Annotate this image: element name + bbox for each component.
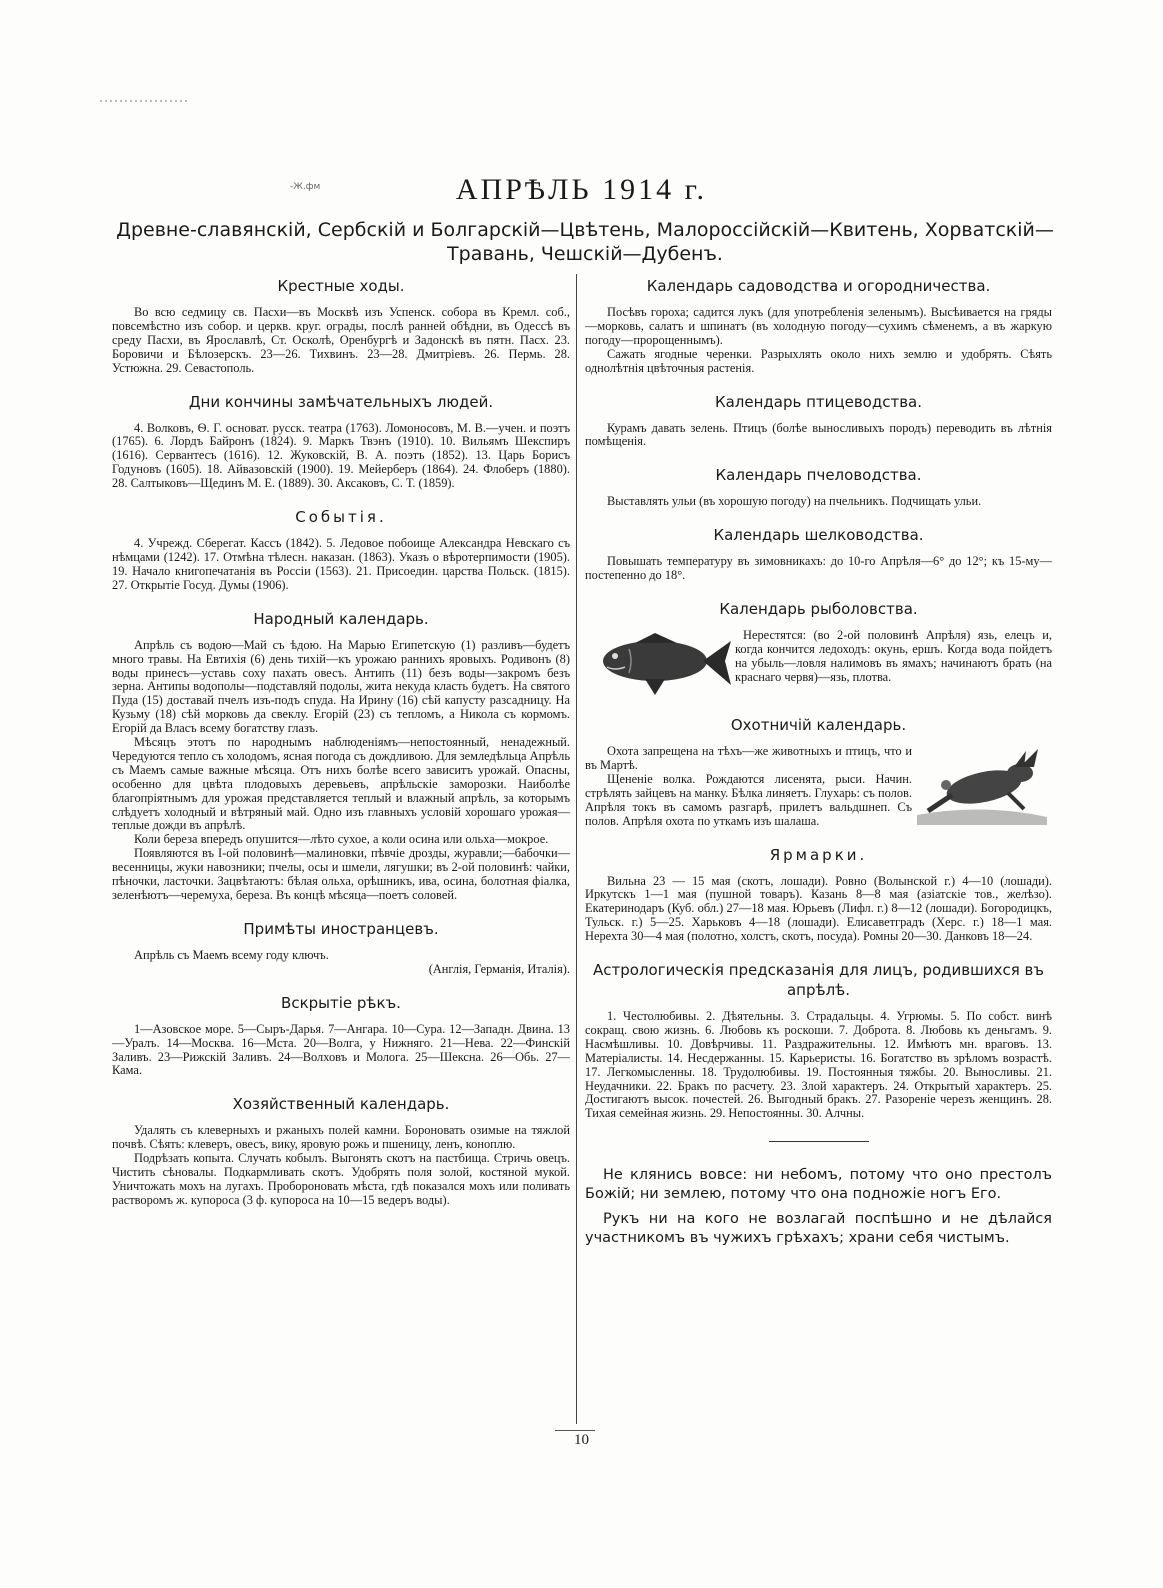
page-title: АПРѢЛЬ 1914 г. <box>455 173 708 206</box>
column-divider <box>576 274 577 1424</box>
section-shelk <box>585 525 1052 583</box>
section-text: Выставлять ульи (въ хорошую погоду) на пчельникъ. Подчищать ульи. <box>607 494 982 509</box>
section-paragraph: Щененіе волка. Рождаются лисенята, рыси. Начин. стрѣлять зайцевъ на манку. Бѣлка линяетъ. Глухарь: съ полов. Апрѣля токъ въ самомъ разгарѣ, прилетъ вальдшнеп. Съ полов. Апрѣля охота по уткамъ изъ шалаша. <box>585 771 912 828</box>
section-text: Апрѣль съ Маемъ всему году ключъ. <box>134 947 329 962</box>
section-paragraph: Мѣсяцъ этотъ по народнымъ наблюденіямъ—непостоянный, ненадежный. Чередуются тепло съ холодомъ, ясная погода съ дождливою. Для земледѣльца Апрѣль съ Маемъ самые важные мѣсяца. Отъ нихъ болѣе всего зависитъ урожай. Опасны, особенно для цвѣта плодовыхъ деревьевъ, апрѣльскіе заморозки. Наиболѣе благопріятнымъ для урожая представляется теплый и влажный апрѣль, за которымъ слѣдуетъ холодный и вѣтряный май. Одно изъ главныхъ условій хорошаго урожая—теплые дожди въ апрѣлѣ. <box>112 735 570 833</box>
section-heading: Календарь рыболовства. <box>719 600 918 619</box>
section-text: Повышать температуру въ зимовникахъ: до 10-го Апрѣля—6° до 12°; къ 15-му—постепенно до 18°. <box>585 554 1052 583</box>
section-heading: Вскрытіе рѣкъ. <box>281 993 401 1012</box>
section-heading: Ярмарки. <box>769 845 868 864</box>
section-heading: Календарь садоводства и огородничества. <box>646 277 991 295</box>
section-primety <box>112 919 570 977</box>
section-text: 4. Учрежд. Сберегат. Кассъ (1842). 5. Ледовое побоище Александра Невскаго съ нѣмцами (1242). 17. Отмѣна тѣлесн. наказан. (1863). Указъ о вѣротерпимости (1905). 19. Начало книгопечатанія въ Россіи (1563). 21. Присоедин. царства Польск. (1815). 27. Открытіе Госуд. Думы (1906). <box>112 536 570 592</box>
quote-text: Рукъ ни на кого не возлагай поспѣшно и не дѣлайся участникомъ въ чужихъ грѣхахъ; храни себя чистымъ. <box>585 1211 1052 1247</box>
section-sad <box>585 276 1052 376</box>
section-narodny <box>112 609 570 903</box>
section-paragraph: Подрѣзать копыта. Случать кобылъ. Выгонять скотъ на пастбища. Стричь овецъ. Чистить сѣновалы. Подкармливать скотъ. Удобрять поля золой, костяной мукой. Уничтожать мохъ на лугахъ. Пробороновать мѣста, гдѣ показался мохъ или поливать растворомъ ж. купороса (3 ф. купороса на 10—15 ведеръ воды). <box>112 1151 570 1207</box>
section-dni-konchiny <box>112 392 570 492</box>
section-yarmarki <box>585 845 1052 945</box>
section-heading: Хозяйственный календарь. <box>232 1095 450 1114</box>
fish-block <box>585 629 1052 699</box>
section-text: 4. Волковъ, Ѳ. Г. основат. русск. театра (1763). Ломоносовъ, М. В.—учен. и поэтъ (1765). 6. Лордъ Байронъ (1824). 9. Маркъ Твэнъ (1910). 10. Вильямъ Шекспиръ (1616). Сервантесъ (1616). 12. Жуковскій, В. А. поэтъ (1852). 13. Царь Борисъ Годуновъ (1605). 18. Айвазовскій (1900). 19. Мейерберъ (1864). 24. Флоберъ (1880). 28. Салтыковъ—Щединъ М. Е. (1889). 30. Аксаковъ, С. Т. (1859). <box>112 420 570 491</box>
section-paragraph: Посѣвъ гороха; садится лукъ (для употребленія зеленымъ). Высѣивается на гряды—морковь, салатъ и шпинатъ (въ холодную погоду—сухимъ сѣменемъ, а въ жаркую погоду—пророщеннымъ). <box>585 305 1052 347</box>
hare-illustration <box>912 745 1052 825</box>
section-text: Во всю седмицу св. Пасхи—въ Москвѣ изъ Успенск. собора въ Кремл. соб., повсемѣстно изъ собор. и церкв. круг. ограды, послѣ ранней обѣдни, въ Одессѣ въ среду Пасхи, въ Ярославлѣ, Ст. Осколѣ, Оренбургѣ и Задонскѣ въ пятн. Пасх. 23. Боровичи и Бѣлозерскъ. 23—26. Тихвинъ. 23—28. Дмитріевъ. 26. Пермь. 28. Устюжна. 29. Севастополь. <box>112 305 570 375</box>
ornament-rule <box>769 1141 869 1142</box>
section-source: (Англія, Германія, Италія). <box>428 961 570 976</box>
section-heading: Примѣты иностранцевъ. <box>243 919 439 938</box>
section-ptitsa <box>585 392 1052 450</box>
section-paragraph: Сажать ягодные черенки. Разрыхлять около нихъ землю и удобрять. Сѣять однолѣтнія цвѣточныя растенія. <box>585 346 1052 375</box>
section-heading: Астрологическія предсказанія для лицъ, родившихся въ апрѣлѣ. <box>593 961 1044 1000</box>
section-text: Вильна 23 — 15 мая (скотъ, лошади). Ровно (Волынской г.) 4—10 (лошади). Иркутскъ 1—1 мая (пушной товаръ). Казань 8—8 мая (азіатскіе тов., желѣзо). Екатеринодаръ (Куб. обл.) 27—18 мая. Юрьевъ (Лифл. г.) 8—12 (лошади). Богородицкъ, Тульск. г.) 5—25. Харьковъ 4—18 (лошади). Елисаветградъ (Херс. г.) 18—1 мая. Нерехта 30—4 мая (полотно, холстъ, скотъ, посуда). Ромны 20—30. Данковъ 18—24. <box>585 873 1052 944</box>
scripture-quotes <box>585 1166 1052 1248</box>
section-sobytiya <box>112 507 570 593</box>
section-astro <box>585 960 1052 1121</box>
section-text: 1. Честолюбивы. 2. Дѣятельны. 3. Страдальцы. 4. Угрюмы. 5. По собст. винѣ сокращ. свою жизнь. 6. Любовь къ роскоши. 7. Доброта. 8. Любовь къ деньгамъ. 9. Насмѣшливы. 10. Довѣрчивы. 11. Раздражительны. 12. Имѣютъ мн. враговъ. 13. Матеріалисты. 14. Несдержанны. 15. Карьеристы. 16. Богатство въ зрѣломъ возрастѣ. 17. Легкомысленны. 18. Трудолюбивы. 19. Постоянныя тяжбы. 20. Выносливы. 21. Неудачники. 22. Бракъ по расчету. 23. Злой характеръ. 24. Открытый характеръ. 25. Достигаютъ высок. почестей. 26. Выгодный бракъ. 27. Разореніе черезъ женщинъ. 28. Тихая семейная жизнь. 29. Непостоянны. 30. Алчны. <box>585 1009 1052 1121</box>
section-text: Курамъ давать зелень. Птицъ (болѣе выносливыхъ породъ) переводить въ лѣтнія помѣщенія. <box>585 420 1052 449</box>
section-paragraph: Удалять съ клеверныхъ и ржаныхъ полей камни. Бороновать озимые на тяжлой почвѣ. Сѣять: клеверъ, овесъ, вику, яровую рожь и пшеницу, ленъ, коноплю. <box>112 1123 570 1152</box>
section-text: 1—Азовское море. 5—Сыръ-Дарья. 7—Ангара. 10—Сура. 12—Западн. Двина. 13—Уралъ. 14—Москва. 16—Мста. 20—Волга, у Нижняго. 21—Нева. 22—Финскій Заливъ. 23—Рижскій Заливъ. 24—Волховъ и Молога. 25—Шексна. 26—Обь. 27—Кама. <box>112 1021 570 1078</box>
fish-illustration <box>585 629 735 699</box>
section-krestnye <box>112 276 570 376</box>
section-paragraph: Появляются въ I-ой половинѣ—малиновки, пѣвчіе дрозды, журавли;—бабочки—весенницы, жуки навозники; пчелы, осы и шмели, лягушки; въ 2-ой половинѣ: чайки, пѣночки, ласточки. Зацвѣтаютъ: бѣлая ольха, орѣшникъ, ива, осина, болотная фіалка, зеленѣютъ—черемуха, береза. Въ концѣ мѣсяца—поетъ соловей. <box>112 846 570 902</box>
quote-text: Не клянись вовсе: ни небомъ, потому что оно престолъ Божій; ни землею, потому что она подножіе ногъ Его. <box>585 1167 1052 1203</box>
margin-mark: -Ж.фм <box>290 182 321 192</box>
scan-artifact <box>100 100 190 102</box>
section-vskrytie <box>112 993 570 1079</box>
section-paragraph: Коли береза впередъ опушится—лѣто сухое, а коли осина или ольха—мокрое. <box>134 832 549 847</box>
section-pchela <box>585 465 1052 509</box>
section-heading: Календарь шелководства. <box>713 526 924 545</box>
page-number-rule <box>555 1430 595 1431</box>
page-number: 10 <box>574 1432 589 1448</box>
section-heading: Событія. <box>295 508 387 527</box>
hunt-block <box>585 745 1052 828</box>
section-heading: Дни кончины замѣчательныхъ людей. <box>188 392 494 411</box>
section-heading: Календарь птицеводства. <box>714 392 923 411</box>
section-khoz <box>112 1094 570 1207</box>
page-subtitle: Древне-славянскій, Сербскій и Болгарскій—Цвѣтень, Малороссійскій—Квитень, Хорватскій—Травань, Чешскій—Дубенъ. <box>116 219 1054 265</box>
section-text: Нерестятся: (во 2-ой половинѣ Апрѣля) язь, елецъ и, когда кончится ледоходъ: окунь, ершъ. Когда вода пойдетъ на убыль—ловля налимовъ въ ямахъ; начинаютъ брать (на краснаго червя)—язь, плотва. <box>735 628 1052 684</box>
section-heading: Охотничій календарь. <box>730 716 907 735</box>
hunt-text <box>585 745 912 828</box>
left-column <box>112 276 570 1224</box>
right-column <box>585 276 1052 1254</box>
section-paragraph: Апрѣль съ водою—Май съ ѣдою. На Марью Египетскую (1) разливъ—будетъ много травы. На Евтихія (6) день тихій—къ урожаю раннихъ яровыхъ. Родивонъ (8) воды принесъ—уставь соху пахать овесъ. Антипъ (11) безъ воды—закромъ безъ зерна. Антипы водополы—подставляй подолы, жита некуда класть будетъ. На святого Пуда (15) доставай пчелъ изъ-подъ спуда. На Ирину (16) сѣй капусту разсадницу. На Кузьму (18) сѣй морковь да свеклу. Егорій (23) съ тепломъ, а Никола съ кормомъ. Егорій да Власъ всему богатству глазъ. <box>112 637 570 736</box>
section-paragraph: Охота запрещена на тѣхъ—же животныхъ и птицъ, что и въ Мартѣ. <box>585 744 912 772</box>
section-heading: Календарь пчеловодства. <box>715 466 922 485</box>
section-ryba <box>585 599 1052 699</box>
section-okhota <box>585 715 1052 828</box>
section-heading: Народный календарь. <box>253 609 429 628</box>
section-heading: Крестные ходы. <box>277 277 405 295</box>
